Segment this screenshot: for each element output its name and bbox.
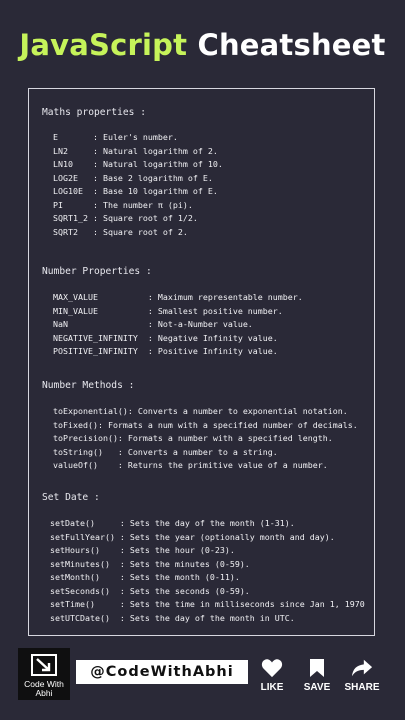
title-javascript: JavaScript (19, 28, 188, 62)
page-title (0, 28, 405, 62)
maths-line: SQRT1_2 : Square root of 1/2. (53, 213, 198, 223)
set-date-line: setSeconds() : Sets the seconds (0-59). (50, 585, 250, 596)
bookmark-icon (309, 658, 325, 678)
save-label: SAVE (303, 682, 331, 693)
channel-handle[interactable]: @CodeWithAbhi (76, 660, 248, 684)
set-date-line: setMinutes() : Sets the minutes (0-59). (50, 558, 250, 569)
maths-line: E : Euler's number. (53, 132, 178, 142)
maths-line: LN10 : Natural logarithm of 10. (53, 159, 223, 169)
section-heading-number-properties: Number Properties : (42, 266, 152, 277)
section-heading-set-date: Set Date : (42, 492, 100, 503)
number-property-line: NEGATIVE_INFINITY : Negative Infinity value. (53, 332, 278, 343)
number-method-line: toFixed(): Formats a num with a specified number of decimals. (53, 419, 358, 430)
heart-icon (261, 658, 283, 678)
section-heading-maths: Maths properties : (42, 107, 146, 118)
set-date-line: setDate() : Sets the day of the month (1-31). (50, 518, 295, 528)
set-date-line: setUTCDate() : Sets the day of the month in UTC. (50, 612, 295, 623)
share-icon (351, 658, 373, 678)
maths-line: PI : The number π (pi). (53, 199, 193, 210)
channel-logo[interactable] (18, 648, 70, 700)
number-property-line: MIN_VALUE : Smallest positive number. (53, 305, 283, 316)
set-date-line: setTime() : Sets the time in milliseconds since Jan 1, 1970 (50, 599, 365, 609)
save-button[interactable] (295, 658, 339, 693)
number-method-line: toExponential(): Converts a number to exponential notation. (53, 406, 348, 416)
maths-line: LOG10E : Base 10 logarithm of E. (53, 186, 218, 196)
number-property-line: MAX_VALUE : Maximum representable number. (53, 292, 303, 302)
number-property-line: NaN : Not-a-Number value. (53, 319, 253, 329)
number-method-line: toPrecision(): Formats a number with a specified length. (53, 433, 333, 443)
logo-text-line1: Code With (24, 679, 64, 689)
maths-line: LOG2E : Base 2 logarithm of E. (53, 172, 213, 183)
maths-line: LN2 : Natural logarithm of 2. (53, 145, 218, 156)
number-method-line: toString() : Converts a number to a string. (53, 446, 278, 457)
logo-arrow-icon (31, 654, 57, 676)
like-label: LIKE (260, 682, 284, 693)
share-label: SHARE (344, 682, 380, 693)
number-property-line: POSITIVE_INFINITY : Positive Infinity value. (53, 346, 278, 356)
logo-text-line2: Abhi (35, 688, 53, 698)
like-button[interactable] (250, 658, 294, 693)
maths-line: SQRT2 : Square root of 2. (53, 226, 188, 237)
set-date-line: setHours() : Sets the hour (0-23). (50, 545, 235, 555)
number-method-line: valueOf() : Returns the primitive value of a number. (53, 460, 328, 470)
title-cheatsheet: Cheatsheet (197, 28, 386, 62)
set-date-line: setMonth() : Sets the month (0-11). (50, 572, 240, 582)
set-date-line: setFullYear() : Sets the year (optionally month and day). (50, 531, 335, 542)
section-heading-number-methods: Number Methods : (42, 380, 135, 391)
share-button[interactable] (340, 658, 384, 693)
